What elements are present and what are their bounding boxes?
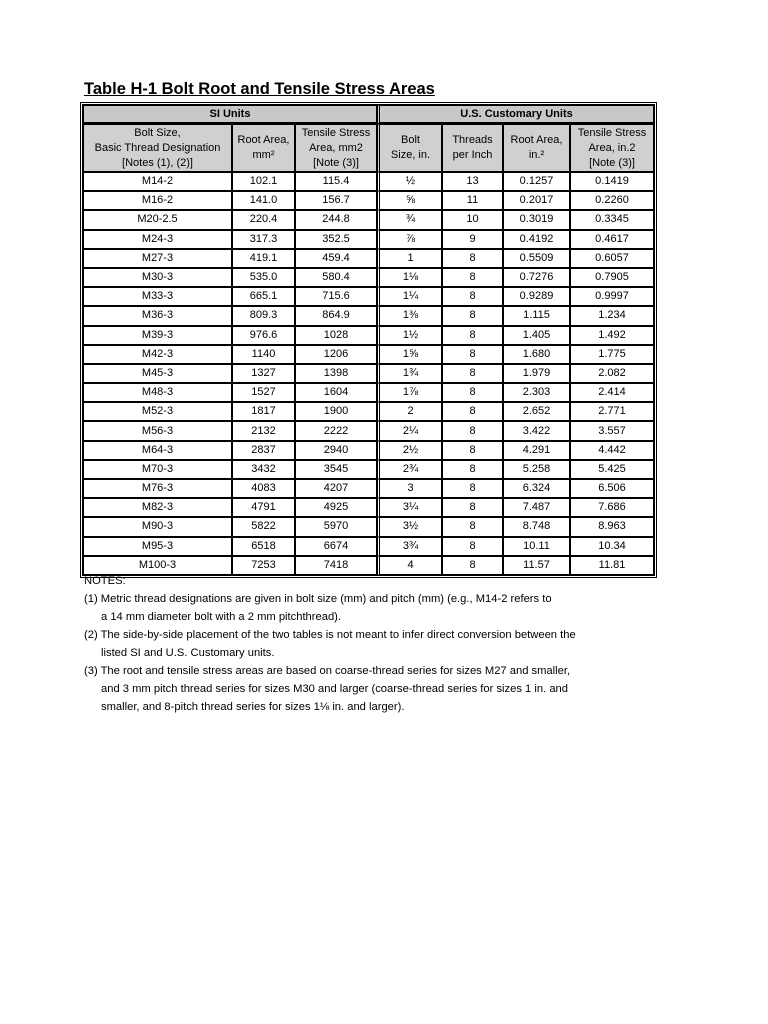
cell-bolt-designation: M70-3 xyxy=(83,460,232,479)
cell-threads-per-inch: 8 xyxy=(442,517,503,536)
cell-bolt-designation: M20-2.5 xyxy=(83,210,232,229)
table-row xyxy=(83,479,654,498)
col-header-line: Bolt Size, xyxy=(134,126,181,139)
cell-threads-per-inch: 8 xyxy=(442,345,503,364)
table-row xyxy=(83,306,654,325)
cell-tensile-area-in2: 1.492 xyxy=(570,326,654,345)
cell-root-area-in2: 1.680 xyxy=(503,345,570,364)
bolt-area-table-container xyxy=(80,102,657,578)
col-header-tensile-si xyxy=(295,124,377,172)
cell-root-area-in2: 6.324 xyxy=(503,479,570,498)
cell-root-area-in2: 0.2017 xyxy=(503,191,570,210)
us-units-header: U.S. Customary Units xyxy=(377,105,654,124)
col-header-bolt-size-in xyxy=(377,124,442,172)
table-row xyxy=(83,537,654,556)
note-line: (2) The side-by-side placement of the two tables is not meant to infer direct conversion between the xyxy=(84,629,576,641)
col-header-line: [Notes (1), (2)] xyxy=(122,156,193,169)
cell-root-area-mm2: 220.4 xyxy=(232,210,295,229)
col-header-bolt-size xyxy=(83,124,232,172)
cell-bolt-size-in: 1⅛ xyxy=(377,268,442,287)
cell-root-area-mm2: 809.3 xyxy=(232,306,295,325)
cell-root-area-mm2: 102.1 xyxy=(232,172,295,191)
cell-tensile-area-in2: 8.963 xyxy=(570,517,654,536)
table-body xyxy=(83,172,654,575)
cell-tensile-area-mm2: 115.4 xyxy=(295,172,377,191)
cell-bolt-designation: M76-3 xyxy=(83,479,232,498)
cell-root-area-in2: 2.303 xyxy=(503,383,570,402)
cell-bolt-size-in: 3½ xyxy=(377,517,442,536)
cell-bolt-size-in: 3¼ xyxy=(377,498,442,517)
cell-root-area-mm2: 4083 xyxy=(232,479,295,498)
col-header-line: Bolt xyxy=(401,134,420,146)
notes-section xyxy=(84,572,684,716)
cell-bolt-size-in: 1⅜ xyxy=(377,306,442,325)
table-row xyxy=(83,191,654,210)
cell-root-area-mm2: 3432 xyxy=(232,460,295,479)
cell-bolt-designation: M14-2 xyxy=(83,172,232,191)
cell-root-area-in2: 8.748 xyxy=(503,517,570,536)
cell-bolt-size-in: 1½ xyxy=(377,326,442,345)
cell-tensile-area-in2: 1.234 xyxy=(570,306,654,325)
table-row xyxy=(83,326,654,345)
table-row xyxy=(83,230,654,249)
cell-bolt-designation: M30-3 xyxy=(83,268,232,287)
cell-root-area-in2: 0.4192 xyxy=(503,230,570,249)
cell-root-area-mm2: 5822 xyxy=(232,517,295,536)
cell-bolt-size-in: 1⅞ xyxy=(377,383,442,402)
cell-root-area-in2: 0.3019 xyxy=(503,210,570,229)
cell-bolt-designation: M100-3 xyxy=(83,556,232,575)
cell-root-area-in2: 1.115 xyxy=(503,306,570,325)
cell-root-area-in2: 0.7276 xyxy=(503,268,570,287)
bolt-area-table xyxy=(80,102,657,578)
cell-tensile-area-mm2: 459.4 xyxy=(295,249,377,268)
cell-root-area-mm2: 976.6 xyxy=(232,326,295,345)
cell-threads-per-inch: 11 xyxy=(442,191,503,210)
table-row xyxy=(83,383,654,402)
cell-threads-per-inch: 8 xyxy=(442,287,503,306)
cell-bolt-designation: M36-3 xyxy=(83,306,232,325)
cell-bolt-designation: M27-3 xyxy=(83,249,232,268)
cell-threads-per-inch: 8 xyxy=(442,498,503,517)
cell-threads-per-inch: 8 xyxy=(442,479,503,498)
notes-heading: NOTES: xyxy=(84,575,126,587)
cell-tensile-area-in2: 10.34 xyxy=(570,537,654,556)
cell-threads-per-inch: 8 xyxy=(442,326,503,345)
cell-root-area-mm2: 2132 xyxy=(232,421,295,440)
cell-bolt-designation: M42-3 xyxy=(83,345,232,364)
cell-tensile-area-in2: 6.506 xyxy=(570,479,654,498)
cell-bolt-size-in: ⅝ xyxy=(377,191,442,210)
table-row xyxy=(83,268,654,287)
cell-bolt-size-in: 4 xyxy=(377,556,442,575)
cell-bolt-size-in: ½ xyxy=(377,172,442,191)
cell-threads-per-inch: 8 xyxy=(442,421,503,440)
cell-tensile-area-in2: 3.557 xyxy=(570,421,654,440)
cell-root-area-mm2: 1327 xyxy=(232,364,295,383)
cell-bolt-size-in: 1¾ xyxy=(377,364,442,383)
cell-root-area-in2: 4.291 xyxy=(503,441,570,460)
cell-threads-per-inch: 8 xyxy=(442,268,503,287)
cell-threads-per-inch: 8 xyxy=(442,441,503,460)
cell-bolt-designation: M24-3 xyxy=(83,230,232,249)
table-row xyxy=(83,517,654,536)
cell-root-area-mm2: 665.1 xyxy=(232,287,295,306)
cell-bolt-designation: M90-3 xyxy=(83,517,232,536)
note-line: a 14 mm diameter bolt with a 2 mm pitchthread). xyxy=(101,611,342,623)
col-header-line: Area, mm2 xyxy=(309,141,363,154)
cell-tensile-area-mm2: 3545 xyxy=(295,460,377,479)
cell-tensile-area-mm2: 5970 xyxy=(295,517,377,536)
cell-bolt-designation: M95-3 xyxy=(83,537,232,556)
note-2 xyxy=(84,626,684,662)
col-header-line: Tensile Stress xyxy=(577,126,647,139)
cell-bolt-size-in: 1 xyxy=(377,249,442,268)
cell-tensile-area-mm2: 1398 xyxy=(295,364,377,383)
cell-bolt-size-in: 2¼ xyxy=(377,421,442,440)
cell-tensile-area-in2: 0.2260 xyxy=(570,191,654,210)
cell-tensile-area-mm2: 4925 xyxy=(295,498,377,517)
table-row xyxy=(83,210,654,229)
note-line: listed SI and U.S. Customary units. xyxy=(101,647,275,659)
cell-root-area-mm2: 419.1 xyxy=(232,249,295,268)
cell-tensile-area-mm2: 580.4 xyxy=(295,268,377,287)
cell-root-area-in2: 0.1257 xyxy=(503,172,570,191)
table-row xyxy=(83,364,654,383)
table-row xyxy=(83,402,654,421)
col-header-line: Area, in.2 xyxy=(588,141,636,154)
si-units-header: SI Units xyxy=(83,105,377,124)
cell-root-area-in2: 10.11 xyxy=(503,537,570,556)
cell-root-area-in2: 1.405 xyxy=(503,326,570,345)
cell-tensile-area-in2: 0.4617 xyxy=(570,230,654,249)
cell-bolt-designation: M48-3 xyxy=(83,383,232,402)
cell-tensile-area-in2: 2.771 xyxy=(570,402,654,421)
cell-bolt-designation: M82-3 xyxy=(83,498,232,517)
table-row xyxy=(83,287,654,306)
table-row xyxy=(83,441,654,460)
cell-root-area-mm2: 1140 xyxy=(232,345,295,364)
cell-tensile-area-in2: 11.81 xyxy=(570,556,654,575)
cell-bolt-size-in: 2¾ xyxy=(377,460,442,479)
cell-threads-per-inch: 8 xyxy=(442,249,503,268)
cell-bolt-designation: M16-2 xyxy=(83,191,232,210)
cell-tensile-area-mm2: 6674 xyxy=(295,537,377,556)
cell-tensile-area-in2: 0.1419 xyxy=(570,172,654,191)
col-header-line: Root Area, xyxy=(237,134,290,146)
cell-root-area-mm2: 4791 xyxy=(232,498,295,517)
cell-tensile-area-in2: 2.414 xyxy=(570,383,654,402)
cell-tensile-area-in2: 0.6057 xyxy=(570,249,654,268)
cell-threads-per-inch: 8 xyxy=(442,460,503,479)
col-header-threads xyxy=(442,124,503,172)
note-3 xyxy=(84,662,684,716)
col-header-line: Basic Thread Designation xyxy=(94,141,221,154)
cell-tensile-area-in2: 0.3345 xyxy=(570,210,654,229)
cell-tensile-area-in2: 7.686 xyxy=(570,498,654,517)
cell-bolt-size-in: ⅞ xyxy=(377,230,442,249)
col-header-line: Root Area, xyxy=(510,134,563,146)
cell-threads-per-inch: 8 xyxy=(442,383,503,402)
cell-tensile-area-in2: 5.425 xyxy=(570,460,654,479)
cell-tensile-area-mm2: 156.7 xyxy=(295,191,377,210)
col-header-tensile-in xyxy=(570,124,654,172)
cell-root-area-in2: 1.979 xyxy=(503,364,570,383)
cell-threads-per-inch: 13 xyxy=(442,172,503,191)
table-row xyxy=(83,172,654,191)
cell-tensile-area-mm2: 4207 xyxy=(295,479,377,498)
note-line: (1) Metric thread designations are given in bolt size (mm) and pitch (mm) (e.g., M14-2 refers to xyxy=(84,593,552,605)
cell-tensile-area-mm2: 1604 xyxy=(295,383,377,402)
cell-root-area-mm2: 1527 xyxy=(232,383,295,402)
cell-tensile-area-mm2: 1206 xyxy=(295,345,377,364)
cell-tensile-area-mm2: 352.5 xyxy=(295,230,377,249)
cell-root-area-mm2: 141.0 xyxy=(232,191,295,210)
col-header-root-area-in xyxy=(503,124,570,172)
cell-bolt-size-in: 2 xyxy=(377,402,442,421)
cell-bolt-designation: M56-3 xyxy=(83,421,232,440)
cell-tensile-area-mm2: 2940 xyxy=(295,441,377,460)
table-row xyxy=(83,249,654,268)
cell-tensile-area-mm2: 7418 xyxy=(295,556,377,575)
note-line: smaller, and 8-pitch thread series for sizes 1⅛ in. and larger). xyxy=(101,701,405,713)
cell-tensile-area-in2: 2.082 xyxy=(570,364,654,383)
cell-bolt-size-in: 3 xyxy=(377,479,442,498)
col-header-line: Tensile Stress xyxy=(301,126,371,139)
col-header-line: [Note (3)] xyxy=(589,156,635,169)
cell-tensile-area-in2: 0.9997 xyxy=(570,287,654,306)
col-header-line: Size, in. xyxy=(390,149,431,161)
cell-bolt-size-in: 1¼ xyxy=(377,287,442,306)
cell-bolt-size-in: 3¾ xyxy=(377,537,442,556)
cell-threads-per-inch: 8 xyxy=(442,537,503,556)
cell-tensile-area-mm2: 864.9 xyxy=(295,306,377,325)
cell-tensile-area-mm2: 2222 xyxy=(295,421,377,440)
note-line: (3) The root and tensile stress areas are based on coarse-thread series for sizes M27 and smaller, xyxy=(84,665,571,677)
cell-bolt-designation: M64-3 xyxy=(83,441,232,460)
cell-bolt-designation: M52-3 xyxy=(83,402,232,421)
note-1 xyxy=(84,590,684,626)
page-title: Table H-1 Bolt Root and Tensile Stress Areas xyxy=(84,80,435,98)
cell-bolt-designation: M39-3 xyxy=(83,326,232,345)
col-header-line: mm² xyxy=(252,149,275,161)
cell-root-area-in2: 0.9289 xyxy=(503,287,570,306)
col-header-root-area-si xyxy=(232,124,295,172)
cell-root-area-mm2: 6518 xyxy=(232,537,295,556)
cell-root-area-in2: 3.422 xyxy=(503,421,570,440)
cell-tensile-area-in2: 4.442 xyxy=(570,441,654,460)
cell-root-area-in2: 7.487 xyxy=(503,498,570,517)
cell-root-area-mm2: 535.0 xyxy=(232,268,295,287)
cell-root-area-mm2: 1817 xyxy=(232,402,295,421)
table-row xyxy=(83,460,654,479)
table-row xyxy=(83,498,654,517)
cell-root-area-in2: 5.258 xyxy=(503,460,570,479)
cell-threads-per-inch: 10 xyxy=(442,210,503,229)
cell-root-area-mm2: 317.3 xyxy=(232,230,295,249)
cell-bolt-size-in: 2½ xyxy=(377,441,442,460)
cell-bolt-size-in: ¾ xyxy=(377,210,442,229)
col-header-line: [Note (3)] xyxy=(313,156,359,169)
cell-tensile-area-mm2: 1900 xyxy=(295,402,377,421)
cell-root-area-in2: 2.652 xyxy=(503,402,570,421)
cell-threads-per-inch: 8 xyxy=(442,306,503,325)
note-line: and 3 mm pitch thread series for sizes M30 and larger (coarse-thread series for sizes 1 in. and xyxy=(101,683,568,695)
col-header-line: per Inch xyxy=(452,149,493,161)
cell-threads-per-inch: 8 xyxy=(442,364,503,383)
col-header-line: in.² xyxy=(528,149,545,161)
cell-threads-per-inch: 8 xyxy=(442,556,503,575)
cell-threads-per-inch: 9 xyxy=(442,230,503,249)
col-header-line: Threads xyxy=(452,134,493,146)
cell-root-area-mm2: 7253 xyxy=(232,556,295,575)
cell-tensile-area-mm2: 244.8 xyxy=(295,210,377,229)
cell-root-area-mm2: 2837 xyxy=(232,441,295,460)
cell-tensile-area-in2: 0.7905 xyxy=(570,268,654,287)
cell-tensile-area-in2: 1.775 xyxy=(570,345,654,364)
cell-root-area-in2: 0.5509 xyxy=(503,249,570,268)
cell-bolt-designation: M33-3 xyxy=(83,287,232,306)
table-row xyxy=(83,421,654,440)
table-row xyxy=(83,345,654,364)
cell-tensile-area-mm2: 1028 xyxy=(295,326,377,345)
cell-root-area-in2: 11.57 xyxy=(503,556,570,575)
cell-bolt-designation: M45-3 xyxy=(83,364,232,383)
cell-tensile-area-mm2: 715.6 xyxy=(295,287,377,306)
cell-threads-per-inch: 8 xyxy=(442,402,503,421)
cell-bolt-size-in: 1⅝ xyxy=(377,345,442,364)
